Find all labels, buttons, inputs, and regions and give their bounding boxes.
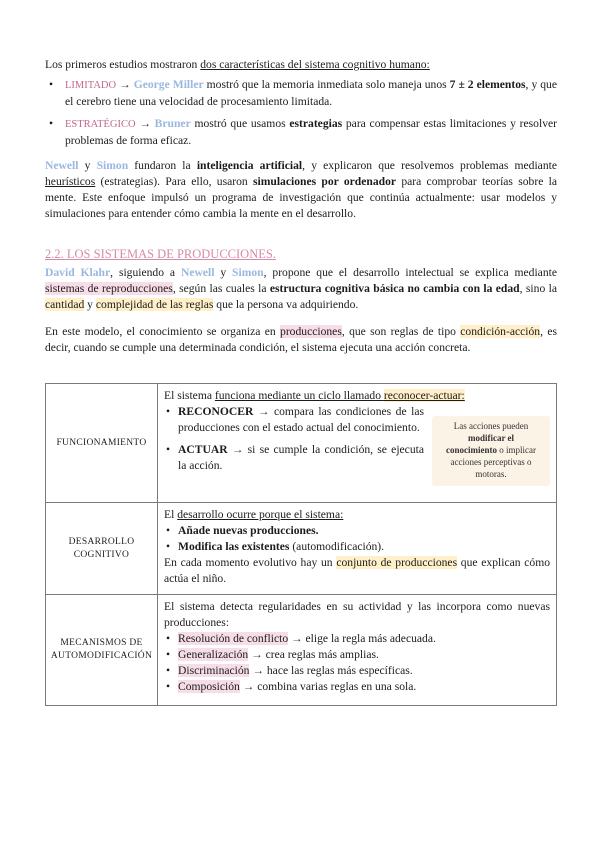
section-heading-text: 2.2. LOS SISTEMAS DE PRODUCCIONES. bbox=[45, 247, 276, 261]
list-item bbox=[164, 679, 550, 695]
note-text: Las acciones pueden bbox=[453, 421, 529, 431]
intro-list bbox=[45, 77, 557, 149]
arrow-icon: → bbox=[139, 117, 151, 130]
item-text: mostró que la memoria inmediata solo maneja unos bbox=[203, 78, 450, 91]
author-name: Newell bbox=[45, 159, 79, 172]
row-content bbox=[158, 503, 557, 595]
row-label-text: COGNITIVO bbox=[73, 549, 130, 560]
text: (estrategias). Para ello, usaron bbox=[95, 175, 253, 188]
item-label: LIMITADO bbox=[65, 80, 117, 91]
highlight-term: Discriminación bbox=[178, 664, 250, 677]
intro-section bbox=[45, 57, 557, 149]
row-label bbox=[46, 503, 158, 595]
cycle-list bbox=[164, 404, 424, 486]
productions-table bbox=[45, 383, 557, 706]
content-with-note bbox=[164, 404, 550, 486]
highlight-term: complejidad de las reglas bbox=[95, 298, 214, 311]
bold-term: RECONOCER bbox=[178, 405, 254, 418]
text: , según las cuales la bbox=[172, 282, 270, 295]
highlight-term: Composición bbox=[178, 680, 240, 693]
highlight-term: producciones bbox=[280, 325, 342, 338]
bold-term: estructura cognitiva básica no cambia con la edad bbox=[269, 282, 520, 295]
author-name: Simon bbox=[232, 266, 264, 279]
text: para comprobar teorías sobre la mente. Este enfoque impulsó un programa de investigación que continúa actualmente: usar modelos y simulaciones para entender cómo cambia la mente en el desarrollo. bbox=[45, 175, 557, 220]
text: y bbox=[84, 298, 96, 311]
list-item bbox=[45, 116, 557, 149]
section-heading bbox=[45, 246, 557, 262]
text: , y explicaron que resolvemos problemas mediante bbox=[302, 159, 557, 172]
text: (automodificación). bbox=[289, 540, 385, 553]
text: fundaron la bbox=[128, 159, 197, 172]
note-bold: modificar el bbox=[467, 433, 515, 443]
highlight-term: Resolución de conflicto bbox=[178, 632, 289, 645]
row-label-text: MECANISMOS DE bbox=[60, 638, 143, 648]
text: → elige la regla más adecuada. bbox=[288, 632, 436, 645]
text: y bbox=[214, 266, 233, 279]
klahr-paragraph bbox=[45, 265, 557, 313]
list-item bbox=[164, 663, 550, 679]
text: , sino la bbox=[519, 282, 557, 295]
bold-term: Modifica las existentes bbox=[178, 540, 290, 553]
intro-lead-text: Los primeros estudios mostraron bbox=[45, 58, 201, 71]
author-name: Bruner bbox=[154, 117, 191, 130]
text: El bbox=[164, 508, 178, 521]
text: → hace las reglas más específicas. bbox=[249, 664, 413, 677]
bold-term: ACTUAR bbox=[178, 443, 228, 456]
note-text: o implicar acciones perceptivas o motoras. bbox=[450, 445, 536, 479]
list-item bbox=[164, 647, 550, 663]
arrow-icon: → bbox=[119, 78, 131, 91]
row-label-text: DESARROLLO bbox=[68, 536, 135, 547]
item-bold: 7 ± 2 elementos bbox=[449, 78, 526, 91]
highlight-term: reconocer-actuar: bbox=[383, 389, 465, 402]
item-bold: estrategias bbox=[289, 117, 343, 130]
item-text-2: para compensar estas limitaciones y resolver problemas de forma eficaz. bbox=[65, 117, 558, 147]
list-item bbox=[164, 523, 550, 539]
list-item bbox=[164, 404, 424, 436]
author-name: George Miller bbox=[133, 78, 204, 91]
text: → combina varias reglas en una sola. bbox=[239, 680, 417, 693]
bold-term: inteligencia artificial bbox=[196, 159, 303, 172]
text: → crea reglas más amplias. bbox=[248, 648, 379, 661]
list-item bbox=[164, 539, 550, 555]
text: , es decir, cuando se cumple una determinada condición, el sistema ejecuta una acción concreta. bbox=[45, 325, 557, 354]
table-row bbox=[46, 595, 557, 706]
item-text-2: , y que el cerebro tiene una velocidad de procesamiento limitada. bbox=[65, 78, 557, 108]
text: → compara las condiciones de las producciones con el estado actual del conocimiento. bbox=[178, 405, 424, 434]
text: El sistema detecta regularidades en su actividad y las incorpora como nuevas producciones: bbox=[164, 600, 550, 629]
item-label: ESTRATÉGICO bbox=[65, 119, 136, 130]
development-list bbox=[164, 523, 550, 555]
table-row bbox=[46, 384, 557, 503]
author-name: David Klahr bbox=[45, 266, 111, 279]
side-note bbox=[432, 416, 550, 486]
row-content bbox=[158, 595, 557, 706]
row-label bbox=[46, 384, 158, 503]
text: , propone que el desarrollo intelectual se explica mediante bbox=[263, 266, 557, 279]
note-bold: conocimiento bbox=[446, 445, 497, 455]
row-label-text: FUNCIONAMIENTO bbox=[56, 437, 147, 448]
text: que explican cómo actúa el niño. bbox=[164, 556, 551, 585]
row-content bbox=[158, 384, 557, 503]
mechanisms-list bbox=[164, 631, 550, 695]
author-name: Simon bbox=[96, 159, 129, 172]
list-item bbox=[164, 442, 424, 474]
row-label bbox=[46, 595, 158, 706]
text: → si se cumple la condición, se ejecuta la acción. bbox=[178, 443, 424, 472]
bold-term: simulaciones por ordenador bbox=[252, 175, 397, 188]
intro-lead bbox=[45, 57, 557, 73]
highlight-term: condición-acción bbox=[460, 325, 541, 338]
table-row bbox=[46, 503, 557, 595]
text: En este modelo, el conocimiento se organiza en bbox=[45, 325, 281, 338]
list-item bbox=[164, 631, 550, 647]
underlined-term: heurísticos bbox=[45, 175, 96, 188]
highlight-term: conjunto de producciones bbox=[336, 556, 458, 569]
highlight-term: sistemas de reproducciones bbox=[45, 282, 173, 295]
text: El sistema bbox=[164, 389, 215, 402]
text: En cada momento evolutivo hay un bbox=[164, 556, 337, 569]
highlight-term: Generalización bbox=[178, 648, 249, 661]
list-item bbox=[45, 77, 557, 110]
text: y bbox=[78, 159, 97, 172]
model-paragraph bbox=[45, 324, 557, 356]
row-label-text: AUTOMODIFICACIÓN bbox=[50, 651, 153, 661]
author-name: Newell bbox=[180, 266, 215, 279]
highlight-term: cantidad bbox=[45, 298, 85, 311]
bold-term: Añade nuevas producciones. bbox=[178, 524, 319, 537]
text: , siguiendo a bbox=[110, 266, 181, 279]
text: que la persona va adquiriendo. bbox=[213, 298, 359, 311]
newell-simon-paragraph bbox=[45, 158, 557, 222]
intro-lead-underlined: dos características del sistema cognitivo humano: bbox=[200, 58, 430, 71]
item-text: mostró que usamos bbox=[190, 117, 290, 130]
underlined-text: funciona mediante un ciclo llamado bbox=[214, 389, 384, 402]
text: , que son reglas de tipo bbox=[341, 325, 461, 338]
underlined-text: desarrollo ocurre porque el sistema: bbox=[177, 508, 344, 521]
